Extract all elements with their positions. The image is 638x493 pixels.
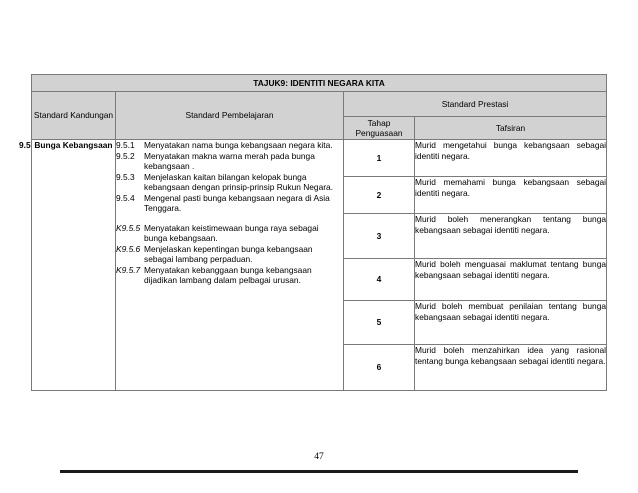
sp-item-tambahan: [116, 265, 343, 286]
sp-text: Menjelaskan kaitan bilangan kelopak bunga kebangsaan dengan prinsip-prinsip Rukun Negara.: [144, 171, 334, 192]
sp-item: [116, 151, 343, 172]
tahap-level: 2: [344, 177, 415, 214]
sp-code: K9.5.6: [116, 243, 141, 254]
tafsiran-text: Murid boleh menerangkan tentang bunga kebangsaan sebagai identiti negara.: [415, 214, 607, 259]
tafsiran-text: Murid boleh menguasai maklumat tentang bunga kebangsaan sebagai identiti negara.: [415, 259, 607, 301]
header-standard-pembelajaran: Standard Pembelajaran: [116, 92, 344, 140]
sp-item-tambahan: [116, 244, 343, 265]
curriculum-table: [19, 74, 607, 391]
tafsiran-text: Murid boleh membuat penilaian tentang bunga kebangsaan sebagai identiti negara.: [415, 301, 607, 345]
sp-item: [116, 193, 343, 214]
tafsiran-text: Murid mengetahui bunga kebangsaan sebagai identiti negara.: [415, 140, 607, 177]
sp-item: [116, 172, 343, 193]
sp-item-tambahan: [116, 223, 343, 244]
table-title: TAJUK9: IDENTITI NEGARA KITA: [32, 75, 607, 92]
header-tahap-penguasaan: Tahap Penguasaan: [344, 117, 415, 140]
tafsiran-text: Murid boleh menzahirkan idea yang rasional tentang bunga kebangsaan sebagai identiti negara.: [415, 345, 607, 391]
sp-code: 9.5.1: [116, 140, 135, 150]
footer-rule: [60, 470, 578, 473]
sp-text: Menyatakan makna warna merah pada bunga kebangsaan .: [144, 150, 315, 171]
sp-text: Mengenal pasti bunga kebangsaan negara di Asia Tenggara.: [144, 192, 330, 213]
tahap-level: 4: [344, 259, 415, 301]
sp-text: Menyatakan kebanggaan bunga kebangsaan dijadikan lambang dalam pelbagai urusan.: [144, 264, 312, 285]
tahap-level: 6: [344, 345, 415, 391]
tahap-level: 3: [344, 214, 415, 259]
standard-pembelajaran-cell: [116, 140, 344, 391]
sp-text: Menyatakan keistimewaan bunga raya sebagai bunga kebangsaan.: [144, 222, 319, 243]
sp-text: Menyatakan nama bunga kebangsaan negara kita.: [144, 140, 333, 150]
sp-code: 9.5.4: [116, 192, 135, 203]
standard-kandungan-cell: 9.5 Bunga Kebangsaan: [32, 140, 116, 391]
header-tafsiran: Tafsiran: [415, 117, 607, 140]
tahap-level: 5: [344, 301, 415, 345]
sp-text: Menjelaskan kepentingan bunga kebangsaan sebagai lambang perpaduan.: [144, 243, 313, 264]
header-standard-prestasi: Standard Prestasi: [344, 92, 607, 117]
sp-code: 9.5.2: [116, 150, 135, 161]
page-number: 47: [314, 452, 324, 462]
sp-code: 9.5.3: [116, 171, 135, 182]
tafsiran-text: Murid memahami bunga kebangsaan sebagai identiti negara.: [415, 177, 607, 214]
tahap-level: 1: [344, 140, 415, 177]
header-standard-kandungan: Standard Kandungan: [32, 92, 116, 140]
sp-code: K9.5.5: [116, 222, 141, 233]
standard-kandungan-name: Bunga Kebangsaan: [34, 140, 113, 150]
sp-item: [116, 140, 343, 151]
sp-code: K9.5.7: [116, 264, 141, 275]
